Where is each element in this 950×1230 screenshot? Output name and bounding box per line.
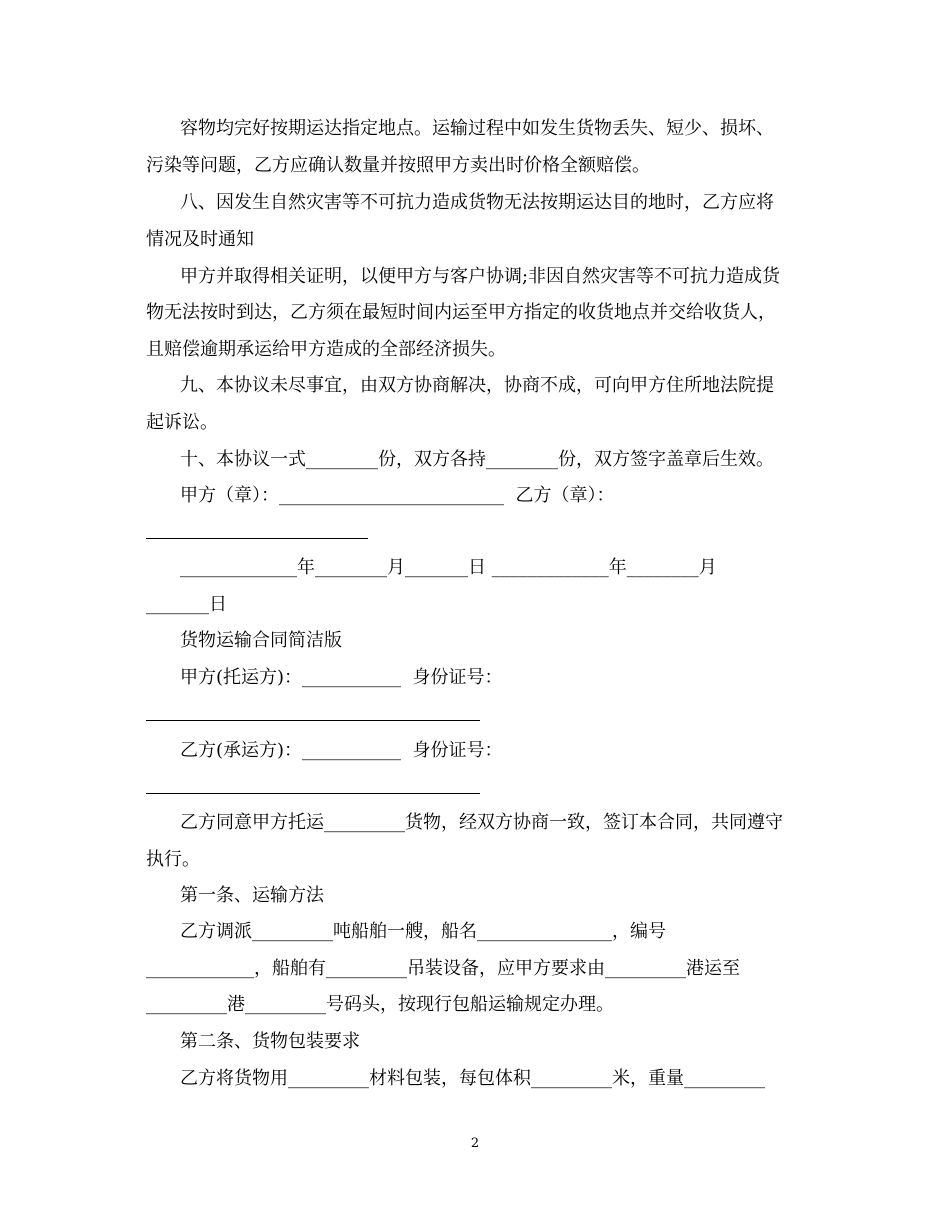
article-heading: 第一条、运输方法 bbox=[180, 885, 324, 906]
text-line: 九、本协议未尽事宜，由双方协商解决，协商不成，可向甲方住所地法院提 bbox=[180, 375, 774, 396]
text-line: 物无法按时到达，乙方须在最短时间内运至甲方指定的收货地点并交给收货人， bbox=[146, 302, 776, 323]
id-number-rule bbox=[146, 793, 480, 794]
section-title: 货物运输合同简洁版 bbox=[180, 630, 342, 651]
text-line: 情况及时通知 bbox=[146, 229, 254, 250]
text-line: 八、因发生自然灾害等不可抗力造成货物无法按期运达目的地时，乙方应将 bbox=[180, 192, 774, 213]
text-line: 乙方调派_________吨船舶一艘，船名_______________，编号 bbox=[180, 921, 666, 942]
text-line: 乙方将货物用_________材料包装，每包体积_________米，重量_________ bbox=[180, 1068, 765, 1089]
text-line: 起诉讼。 bbox=[146, 412, 218, 433]
signature-line: 甲方（章）：_________________________ 乙方（章）： bbox=[180, 485, 615, 506]
page-number: 2 bbox=[470, 1136, 480, 1151]
text-line: 十、本协议一式________份，双方各持________份，双方签字盖章后生效。 bbox=[180, 449, 774, 470]
text-line: 污染等问题，乙方应确认数量并按照甲方卖出时价格全额赔偿。 bbox=[146, 155, 650, 176]
party-b-line: 乙方(承运方)：___________ 身份证号： bbox=[180, 740, 503, 761]
id-number-rule bbox=[146, 720, 480, 721]
signature-rule bbox=[146, 538, 368, 539]
article-heading: 第二条、货物包装要求 bbox=[180, 1031, 360, 1052]
text-line: 执行。 bbox=[146, 849, 200, 870]
text-line: 且赔偿逾期承运给甲方造成的全部经济损失。 bbox=[146, 339, 506, 360]
party-a-line: 甲方(托运方)：___________ 身份证号： bbox=[180, 667, 503, 688]
date-line: _____________年________月_______日 _____________年________月 bbox=[180, 557, 717, 578]
date-line: _______日 bbox=[146, 594, 227, 615]
text-line: ____________，船舶有_________吊装设备，应甲方要求由_________港运至 bbox=[146, 958, 740, 979]
text-line: 乙方同意甲方托运_________货物，经双方协商一致，签订本合同，共同遵守 bbox=[180, 812, 783, 833]
text-line: 容物均完好按期运达指定地点。运输过程中如发生货物丢失、短少、损坏、 bbox=[180, 118, 774, 139]
text-line: 甲方并取得相关证明，以便甲方与客户协调;非因自然灾害等不可抗力造成货 bbox=[180, 266, 781, 287]
text-line: _________港_________号码头，按现行包船运输规定办理。 bbox=[146, 994, 614, 1015]
